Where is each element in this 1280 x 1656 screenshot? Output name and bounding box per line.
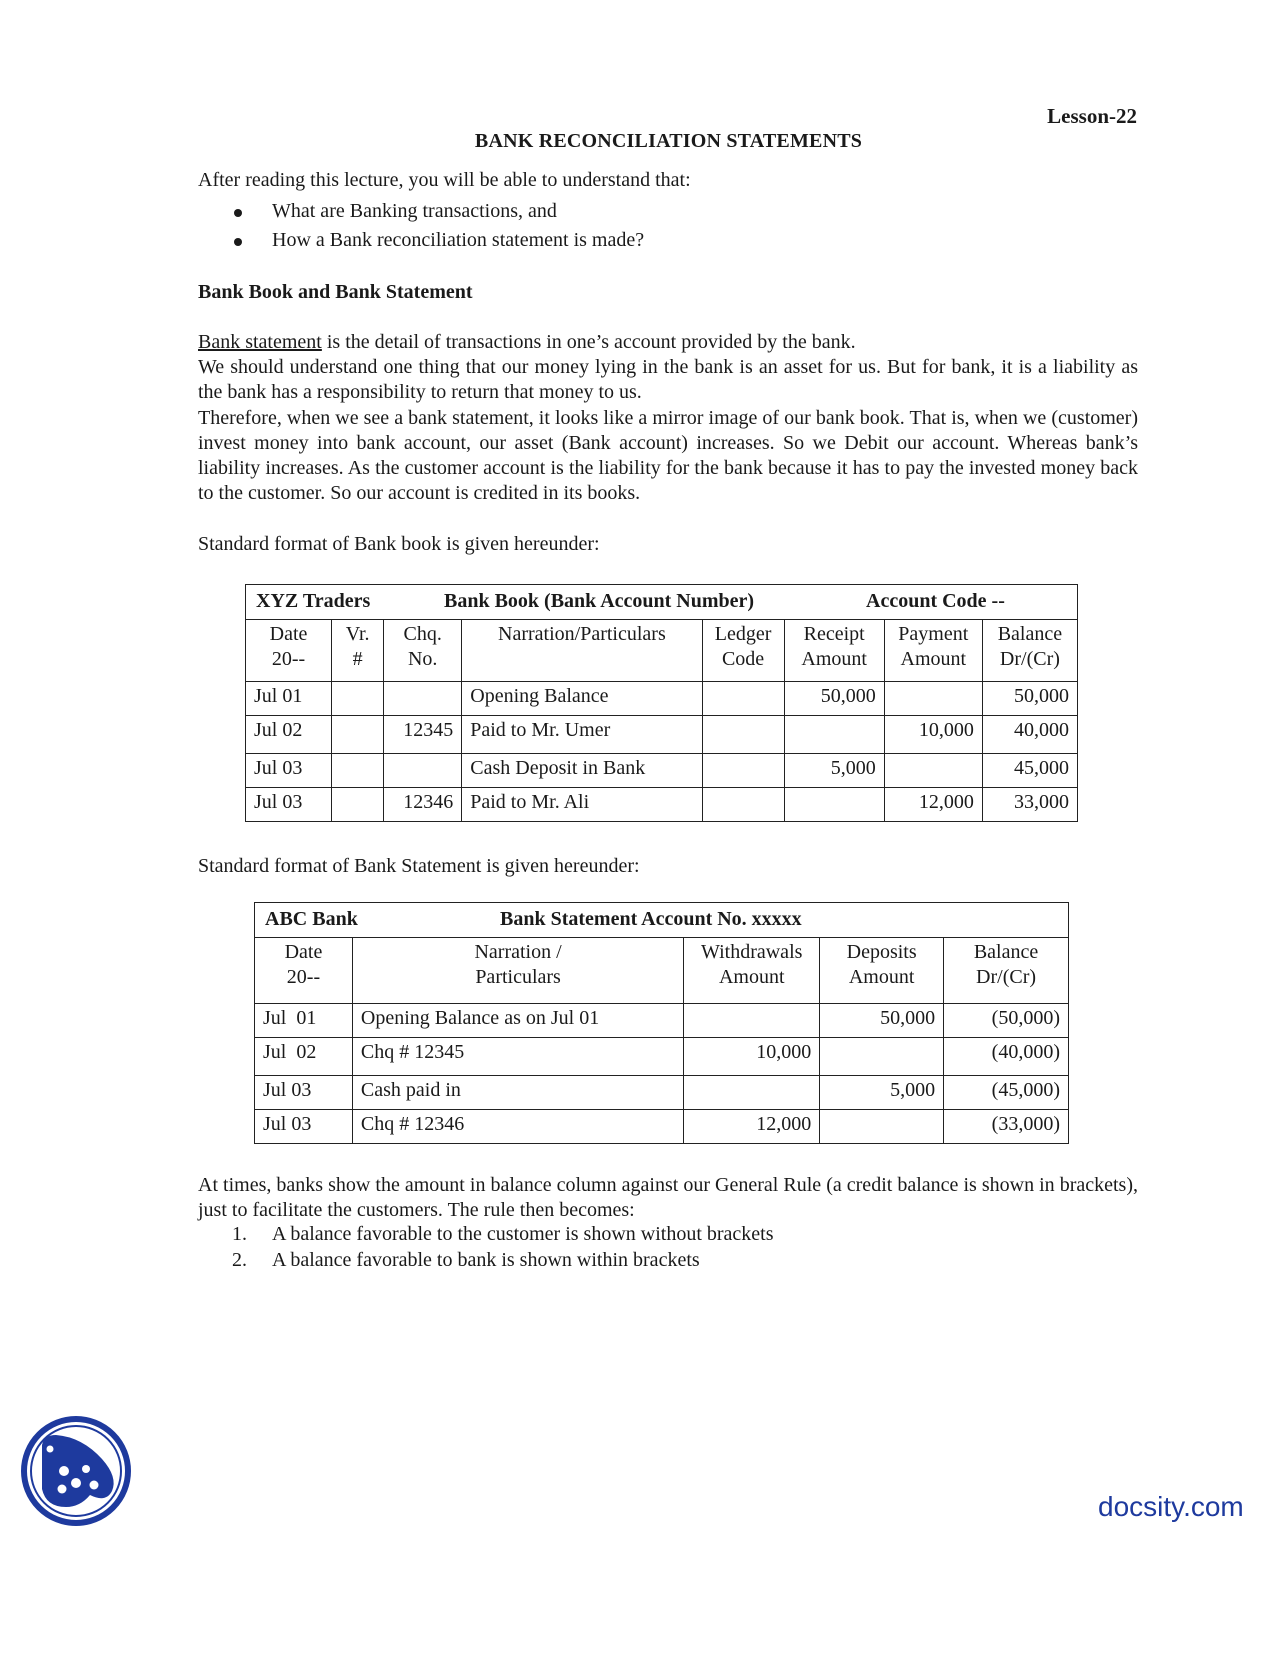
col-deposits: Deposits Amount: [820, 938, 944, 1004]
bank-statement-header-row: [255, 938, 1069, 1004]
col-receipt: Receipt Amount: [784, 620, 884, 682]
bullet-icon: [234, 238, 242, 246]
col-ledger: Ledger Code: [702, 620, 784, 682]
table-row: Jul 03 Cash Deposit in Bank 5,000 45,000: [246, 754, 1078, 788]
table-row: Jul 03 12346 Paid to Mr. Ali 12,000 33,000: [246, 788, 1078, 822]
section-heading: Bank Book and Bank Statement: [198, 281, 473, 303]
col-vr: Vr. #: [332, 620, 384, 682]
bank-book-header-row: [246, 620, 1078, 682]
definition-text: is the detail of transactions in one’s account provided by the bank.: [321, 331, 856, 353]
col-payment: Payment Amount: [884, 620, 982, 682]
table-row: Jul 01 Opening Balance 50,000 50,000: [246, 682, 1078, 716]
lesson-label: Lesson-22: [1047, 104, 1137, 128]
bank-book-table: [245, 584, 1078, 822]
docsity-logo-icon: [20, 1415, 132, 1527]
table-row: Jul 02 Chq # 12345 10,000 (40,000): [255, 1038, 1069, 1076]
col-balance: Balance Dr/(Cr): [944, 938, 1069, 1004]
col-withdrawals: Withdrawals Amount: [684, 938, 820, 1004]
bank-statement-intro: Standard format of Bank Statement is given hereunder:: [198, 855, 640, 877]
table-row: Jul 03 Chq # 12346 12,000 (33,000): [255, 1110, 1069, 1144]
rule-paragraph: At times, banks show the amount in balance column against our General Rule (a credit balance is shown in brackets), just to facilitate the customers. The rule then becomes:: [198, 1174, 1138, 1221]
page-title: BANK RECONCILIATION STATEMENTS: [474, 130, 863, 152]
bank-book-intro: Standard format of Bank book is given hereunder:: [198, 533, 600, 555]
intro-bullets: [232, 199, 644, 257]
table-row: Jul 03 Cash paid in 5,000 (45,000): [255, 1076, 1069, 1110]
col-date: Date 20--: [246, 620, 332, 682]
bullet-item: How a Bank reconciliation statement is made?: [232, 228, 644, 257]
paragraph-2: Therefore, when we see a bank statement, it looks like a mirror image of our bank book. That is, when we (customer) invest money into bank account, our asset (Bank account) increases. So we Debit our account. Whereas bank’s liability increases. As the customer account is the liability for the bank because it has to pay the invested money back to the customer. So our account is credited in its books.: [198, 407, 1138, 504]
bullet-icon: [234, 209, 242, 217]
table-row: Jul 01 Opening Balance as on Jul 01 50,000 (50,000): [255, 1004, 1069, 1038]
col-narration: Narration/Particulars: [462, 620, 702, 682]
paragraph-1: We should understand one thing that our money lying in the bank is an asset for us. But for bank, it is a liability as the bank has a responsibility to return that money to us.: [198, 356, 1138, 403]
rule-list: [232, 1222, 774, 1274]
bank-statement-table: [254, 902, 1069, 1144]
col-chq: Chq. No.: [384, 620, 462, 682]
col-balance: Balance Dr/(Cr): [982, 620, 1077, 682]
bullet-item: What are Banking transactions, and: [232, 199, 644, 228]
bank-name: ABC Bank: [265, 908, 358, 930]
bank-statement-title: Bank Statement Account No. xxxxx: [500, 908, 802, 930]
bank-book-title: Bank Book (Bank Account Number): [444, 590, 755, 612]
company-name: XYZ Traders: [256, 590, 371, 612]
bank-book-title-row: [246, 585, 1078, 620]
docsity-brand-link[interactable]: docsity.com: [1098, 1491, 1244, 1522]
definition-term: Bank statement: [198, 331, 322, 353]
col-date: Date 20--: [255, 938, 353, 1004]
list-item: 1. A balance favorable to the customer is shown without brackets: [232, 1223, 774, 1245]
definition: [198, 330, 1138, 355]
account-code: Account Code --: [866, 590, 1005, 612]
table-row: Jul 02 12345 Paid to Mr. Umer 10,000 40,000: [246, 716, 1078, 754]
intro-lead: After reading this lecture, you will be able to understand that:: [198, 169, 691, 191]
col-narration: Narration / Particulars: [352, 938, 683, 1004]
bank-statement-title-row: [255, 903, 1069, 938]
list-item: 2. A balance favorable to bank is shown within brackets: [232, 1249, 700, 1271]
